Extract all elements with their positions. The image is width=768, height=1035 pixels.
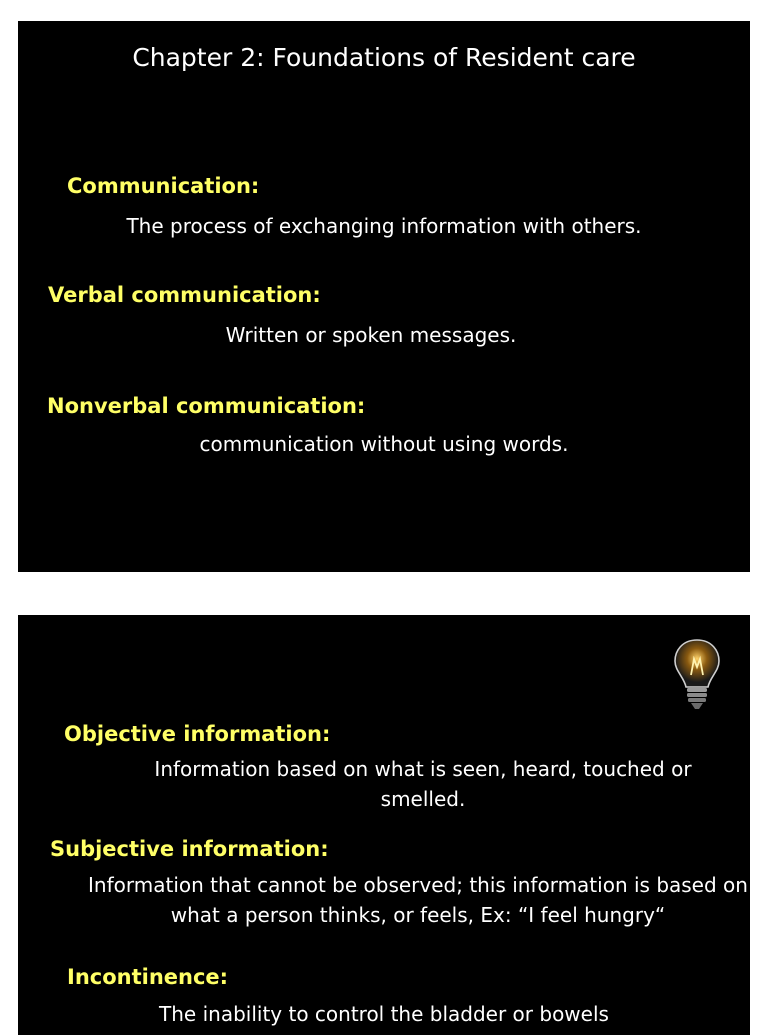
slide-title: Chapter 2: Foundations of Resident care [132, 43, 636, 72]
communication-definition: The process of exchanging information with others. [126, 214, 642, 238]
verbal-communication-term: Verbal communication: [48, 283, 321, 307]
lightbulb-icon [672, 637, 722, 711]
incontinence-definition: The inability to control the bladder or bowels [159, 1002, 609, 1026]
verbal-communication-definition: Written or spoken messages. [225, 323, 517, 347]
objective-information-term: Objective information: [64, 722, 331, 746]
subjective-information-definition: Information that cannot be observed; this information is based on what a person thinks, or feels, Ex: “I feel hungry“ [88, 873, 748, 927]
slide-1 [18, 21, 750, 572]
subjective-information-term: Subjective information: [50, 837, 329, 861]
communication-term: Communication: [67, 174, 260, 198]
nonverbal-communication-term: Nonverbal communication: [47, 394, 366, 418]
incontinence-term: Incontinence: [67, 965, 229, 989]
objective-information-definition: Information based on what is seen, heard, touched or smelled. [154, 757, 692, 811]
slide-2 [18, 615, 750, 1035]
nonverbal-communication-definition: communication without using words. [199, 432, 569, 456]
